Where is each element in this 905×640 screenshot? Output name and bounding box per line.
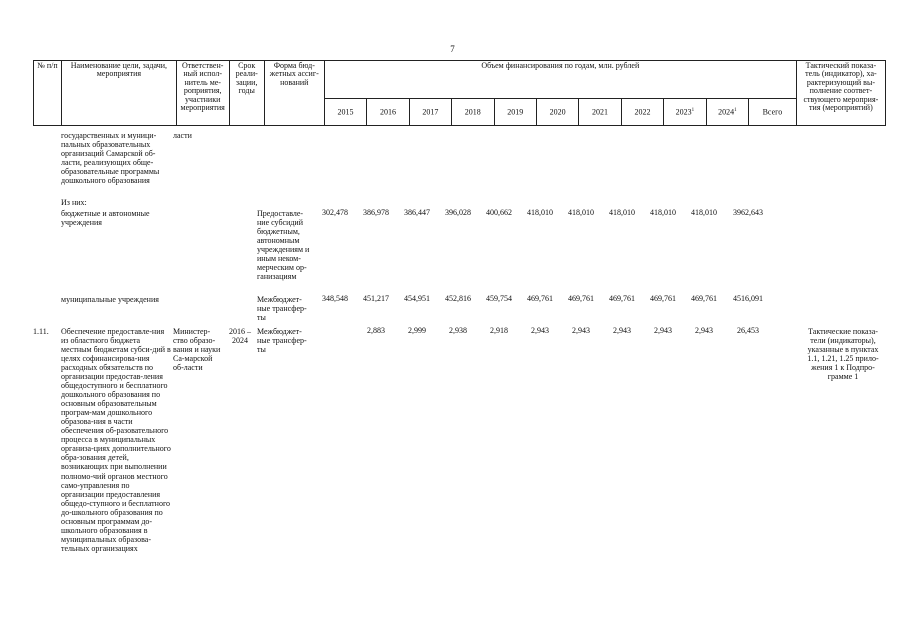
page-number: 7 xyxy=(450,44,455,54)
value-cell: 459,754 xyxy=(486,294,512,303)
of-which-label: Из них: xyxy=(61,198,87,207)
value-cell: 2,883 xyxy=(367,326,385,335)
value-cell: 454,951 xyxy=(404,294,430,303)
value-cell: 3962,643 xyxy=(733,208,763,217)
row-111-indicator: Тактические показа-тели (индикаторы), указанные в пунктах 1.1, 1.21, 1.25 прило-жения 1 к Подпро-грамме 1 xyxy=(807,327,879,382)
value-cell: 2,943 xyxy=(531,326,549,335)
value-cell: 2,999 xyxy=(408,326,426,335)
row-municipal-name: муниципальные учреждения xyxy=(61,295,159,304)
value-cell: 400,662 xyxy=(486,208,512,217)
header-indicator: Тактический показа-тель (индикатор), ха-рактеризующий вы-полнение соответ-ствующего мероприя-тия (мероприятий) xyxy=(796,61,885,126)
year-header: 2021 xyxy=(579,99,621,126)
row-111-term: 2016 – 2024 xyxy=(229,327,251,346)
cont-name: государственных и муници-пальных образовательных организаций Самарской об-ласти, реализующих обще-образовательные программы дошкольного образования xyxy=(61,131,160,186)
value-cell: 2,943 xyxy=(654,326,672,335)
header-form: Форма бюд-жетных ассиг-нований xyxy=(264,61,324,126)
value-cell: 469,761 xyxy=(650,294,676,303)
value-cell: 451,217 xyxy=(363,294,389,303)
value-cell: 348,548 xyxy=(322,294,348,303)
year-header: 2016 xyxy=(367,99,409,126)
value-cell: 452,816 xyxy=(445,294,471,303)
value-cell: 4516,091 xyxy=(733,294,763,303)
header-volume: Объем финансирования по годам, млн. рублей xyxy=(324,61,796,99)
header-name: Наименование цели, задачи, мероприятия xyxy=(61,61,176,126)
row-budget-form: Предоставле-ние субсидий бюджетным, автономным учреждениям и иным неком-мерческим ор-ганизациям xyxy=(257,209,310,282)
value-cell: 418,010 xyxy=(568,208,594,217)
value-cell: 386,447 xyxy=(404,208,430,217)
header-responsible: Ответствен-ный испол-нитель ме-роприятия, участники мероприятия xyxy=(176,61,229,126)
value-cell: 2,918 xyxy=(490,326,508,335)
value-cell: 2,938 xyxy=(449,326,467,335)
row-111-number: 1.11. xyxy=(33,327,49,336)
year-header: 2023$^1$ xyxy=(664,99,706,126)
row-111-name: Обеспечение предоставле-ния из областного бюджета местным бюджетам субси-дий в целях софинансирова-ния расходных обязательств по организации предостав-ления общедоступного и бесплатного дошкольного образования по основным образовательным програм-мам дошкольного образова-ния в части обеспечения об-разовательного процесса в муниципальных организа-циях дополнительного обра-зования детей, возникающих при выполнении полномо-чий органов местного само-управления по организации предоставления общедо-ступного и бесплатного до-школьного образования по основным программам до-школьного образования в муниципальных образова-тельных организациях xyxy=(61,327,171,553)
value-cell: 26,453 xyxy=(737,326,759,335)
year-header: 2020 xyxy=(536,99,578,126)
value-cell: 302,478 xyxy=(322,208,348,217)
year-header: 2015 xyxy=(324,99,366,126)
value-cell: 418,010 xyxy=(527,208,553,217)
cont-responsible: ласти xyxy=(173,131,192,140)
value-cell: 469,761 xyxy=(527,294,553,303)
value-cell: 469,761 xyxy=(568,294,594,303)
value-cell: 2,943 xyxy=(695,326,713,335)
value-cell: 2,943 xyxy=(572,326,590,335)
year-header: 2018 xyxy=(452,99,494,126)
value-cell: 418,010 xyxy=(650,208,676,217)
value-cell: 396,028 xyxy=(445,208,471,217)
row-111-form: Межбюджет-ные трансфер-ты xyxy=(257,327,307,355)
row-municipal-form: Межбюджет-ные трансфер-ты xyxy=(257,295,307,323)
value-cell: 386,978 xyxy=(363,208,389,217)
row-budget-name: бюджетные и автономные учреждения xyxy=(61,209,150,228)
row-111-responsible: Министер-ство образо-вания и науки Са-марской об-ласти xyxy=(173,327,221,373)
year-header: 2017 xyxy=(409,99,451,126)
year-header: Всего xyxy=(749,99,797,126)
value-cell: 469,761 xyxy=(609,294,635,303)
table-header xyxy=(33,60,886,126)
value-cell: 2,943 xyxy=(613,326,631,335)
value-cell: 469,761 xyxy=(691,294,717,303)
year-header: 2024$^1$ xyxy=(706,99,748,126)
value-cell: 418,010 xyxy=(609,208,635,217)
header-no: № п/п xyxy=(34,61,62,126)
year-header: 2019 xyxy=(494,99,536,126)
year-header: 2022 xyxy=(621,99,663,126)
header-term: Срок реали-зации, годы xyxy=(229,61,264,126)
value-cell: 418,010 xyxy=(691,208,717,217)
